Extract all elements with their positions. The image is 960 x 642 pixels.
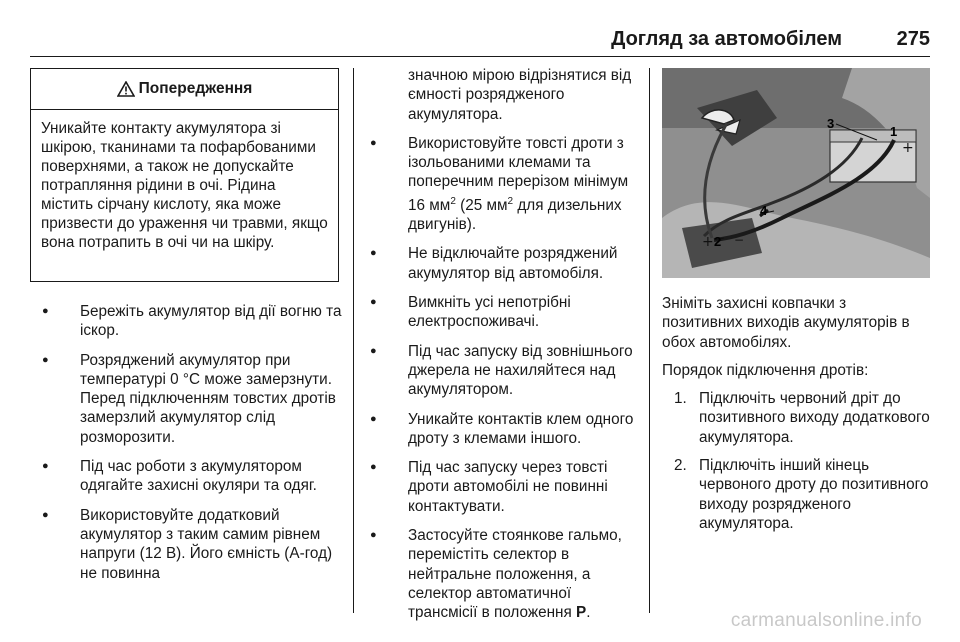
list-item: ● Застосуйте стоянкове гальмо, перемістіть селектор в нейтральне положення, а селектор автоматичної трансмісії в положення P.	[370, 526, 638, 622]
header-rule	[30, 56, 930, 57]
watermark: carmanualsonline.info	[730, 610, 922, 631]
warning-box	[30, 68, 339, 282]
page-header-title: Догляд за автомобілем	[611, 28, 842, 50]
list-item: ● Бережіть акумулятор від дії вогню та іскор.	[42, 302, 342, 341]
plus-sign-left: +	[702, 234, 714, 250]
callout-label-2: 2	[714, 234, 722, 249]
column-3	[662, 294, 930, 542]
jump-start-illustration	[662, 68, 930, 278]
minus-sign: −	[734, 233, 745, 247]
list-item: ● Не відключайте розряджений акумулятор від автомобіля.	[370, 244, 638, 283]
callout-label-3: 3	[827, 116, 835, 131]
column-2	[370, 66, 638, 633]
callout-label-1: 1	[890, 124, 898, 139]
plus-sign-right: +	[902, 140, 914, 156]
column-divider-right	[649, 68, 650, 613]
list-item: ● Розряджений акумулятор при температурі 0 °C може замерзнути. Перед підключенням товстих дротів замерзлий акумулятор слід розморозити.	[42, 351, 342, 447]
column-divider-left	[353, 68, 354, 613]
list-item: 2. Підключіть інший кінець червоного дроту до позитивного виходу розрядженого акумулятора.	[674, 457, 929, 532]
warning-triangle-icon	[117, 81, 135, 97]
list-item: ● Під час роботи з акумулятором одягайте захисні окуляри та одяг.	[42, 457, 342, 496]
list-item: ● Використовуйте товсті дроти з ізольованими клемами та поперечним перерізом мінімум 16 $мм^2$ (25 $мм^2$ для дизельних двигунів).	[370, 134, 638, 235]
list-item: ● Вимкніть усі непотрібні електроспоживачі.	[370, 293, 638, 332]
continued-text: значною мірою відрізнятися від ємності розрядженого акумулятора.	[408, 67, 632, 123]
list-item: ● Під час запуску через товсті дроти автомобілі не повинні контактувати.	[370, 458, 638, 516]
list-item: ● Під час запуску від зовнішнього джерела не нахиляйтеся над акумулятором.	[370, 342, 638, 400]
list-item: 1. Підключіть червоний дріт до позитивного виходу додаткового акумулятора.	[674, 390, 930, 446]
warning-title: Попередження	[138, 80, 253, 97]
warning-header	[31, 69, 338, 110]
callout-label-4: 4	[760, 203, 768, 218]
page-number: 275	[896, 28, 930, 50]
paragraph-remove-caps: Зніміть захисні ковпачки з позитивних виходів акумуляторів в обох автомобілях.	[662, 295, 910, 351]
list-item: ● Уникайте контактів клем одного дроту з клемами іншого.	[370, 410, 638, 449]
warning-text: Уникайте контакту акумулятора зі шкірою, тканинами та пофарбованими поверхнями, а також не допускайте потрапляння рідини в очі. Рідина містить сірчану кислоту, яка може призвести до ураження чи травми, якщо вона потрапить в очі чи на шкіру.	[41, 120, 328, 251]
list-item: ● Використовуйте додатковий акумулятор з таким самим рівнем напруги (12 В). Його ємність (А-год) не повинна	[42, 506, 342, 583]
column-1	[42, 302, 342, 593]
paragraph-order: Порядок підключення дротів:	[662, 361, 869, 379]
